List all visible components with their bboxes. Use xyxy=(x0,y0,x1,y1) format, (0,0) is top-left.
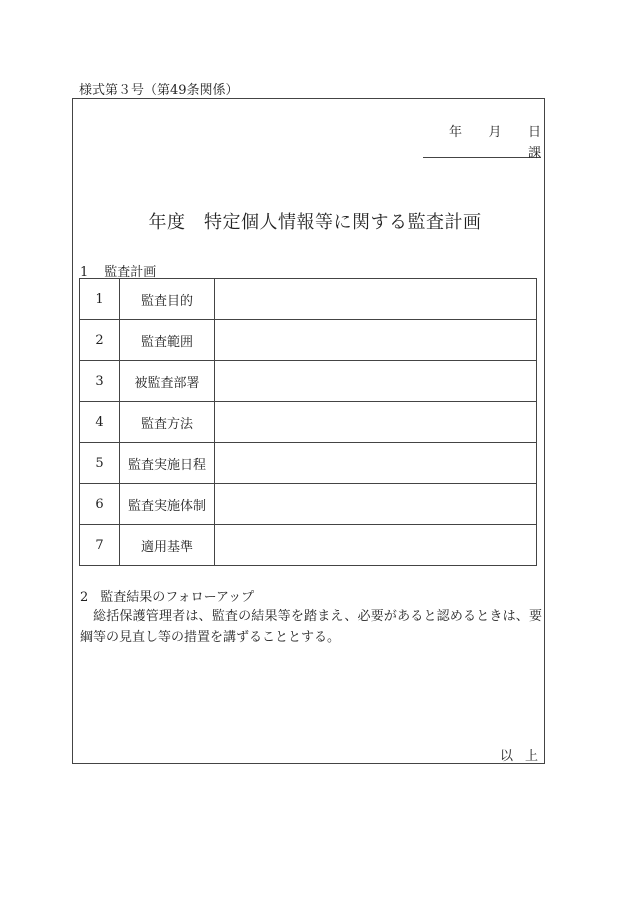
row-item-label: 被監査部署 xyxy=(120,361,215,402)
row-number: 6 xyxy=(80,484,120,525)
table-row xyxy=(80,320,537,361)
department-line xyxy=(423,142,541,161)
table-row xyxy=(80,484,537,525)
row-value-field[interactable] xyxy=(215,279,537,320)
row-value-field[interactable] xyxy=(215,525,537,566)
row-number: 7 xyxy=(80,525,120,566)
row-item-label: 監査範囲 xyxy=(120,320,215,361)
section1-title: 監査計画 xyxy=(104,265,157,280)
table-row xyxy=(80,525,537,566)
row-item-label: 監査実施体制 xyxy=(120,484,215,525)
followup-body-text: 総括保護管理者は、監査の結果等を踏まえ、必要があると認めるときは、要綱等の見直し等の措置を講ずることとする。 xyxy=(80,609,542,645)
section2-number: 2 xyxy=(80,590,89,605)
row-value-field[interactable] xyxy=(215,361,537,402)
row-value-field[interactable] xyxy=(215,402,537,443)
row-item-label: 監査実施日程 xyxy=(120,443,215,484)
row-number: 4 xyxy=(80,402,120,443)
row-number: 2 xyxy=(80,320,120,361)
day-label: 日 xyxy=(527,125,541,140)
row-number: 1 xyxy=(80,279,120,320)
closing-mark: 以上 xyxy=(500,749,551,764)
row-number: 5 xyxy=(80,443,120,484)
form-number-label: 様式第３号（第49条関係） xyxy=(79,83,239,98)
year-label: 年 xyxy=(449,125,463,140)
table-row xyxy=(80,443,537,484)
row-item-label: 適用基準 xyxy=(120,525,215,566)
row-item-label: 監査方法 xyxy=(120,402,215,443)
section2-title: 監査結果のフォローアップ xyxy=(100,590,255,605)
audit-plan-table xyxy=(79,278,537,566)
date-line xyxy=(449,121,541,140)
row-number: 3 xyxy=(80,361,120,402)
department-suffix: 課 xyxy=(527,146,541,161)
section2-heading xyxy=(80,586,254,605)
table-row xyxy=(80,279,537,320)
table-row xyxy=(80,361,537,402)
month-label: 月 xyxy=(488,125,502,140)
document-title: 年度 特定個人情報等に関する監査計画 xyxy=(148,212,482,233)
row-value-field[interactable] xyxy=(215,484,537,525)
row-value-field[interactable] xyxy=(215,320,537,361)
section1-number: 1 xyxy=(80,265,89,280)
row-value-field[interactable] xyxy=(215,443,537,484)
table-row xyxy=(80,402,537,443)
row-item-label: 監査目的 xyxy=(120,279,215,320)
